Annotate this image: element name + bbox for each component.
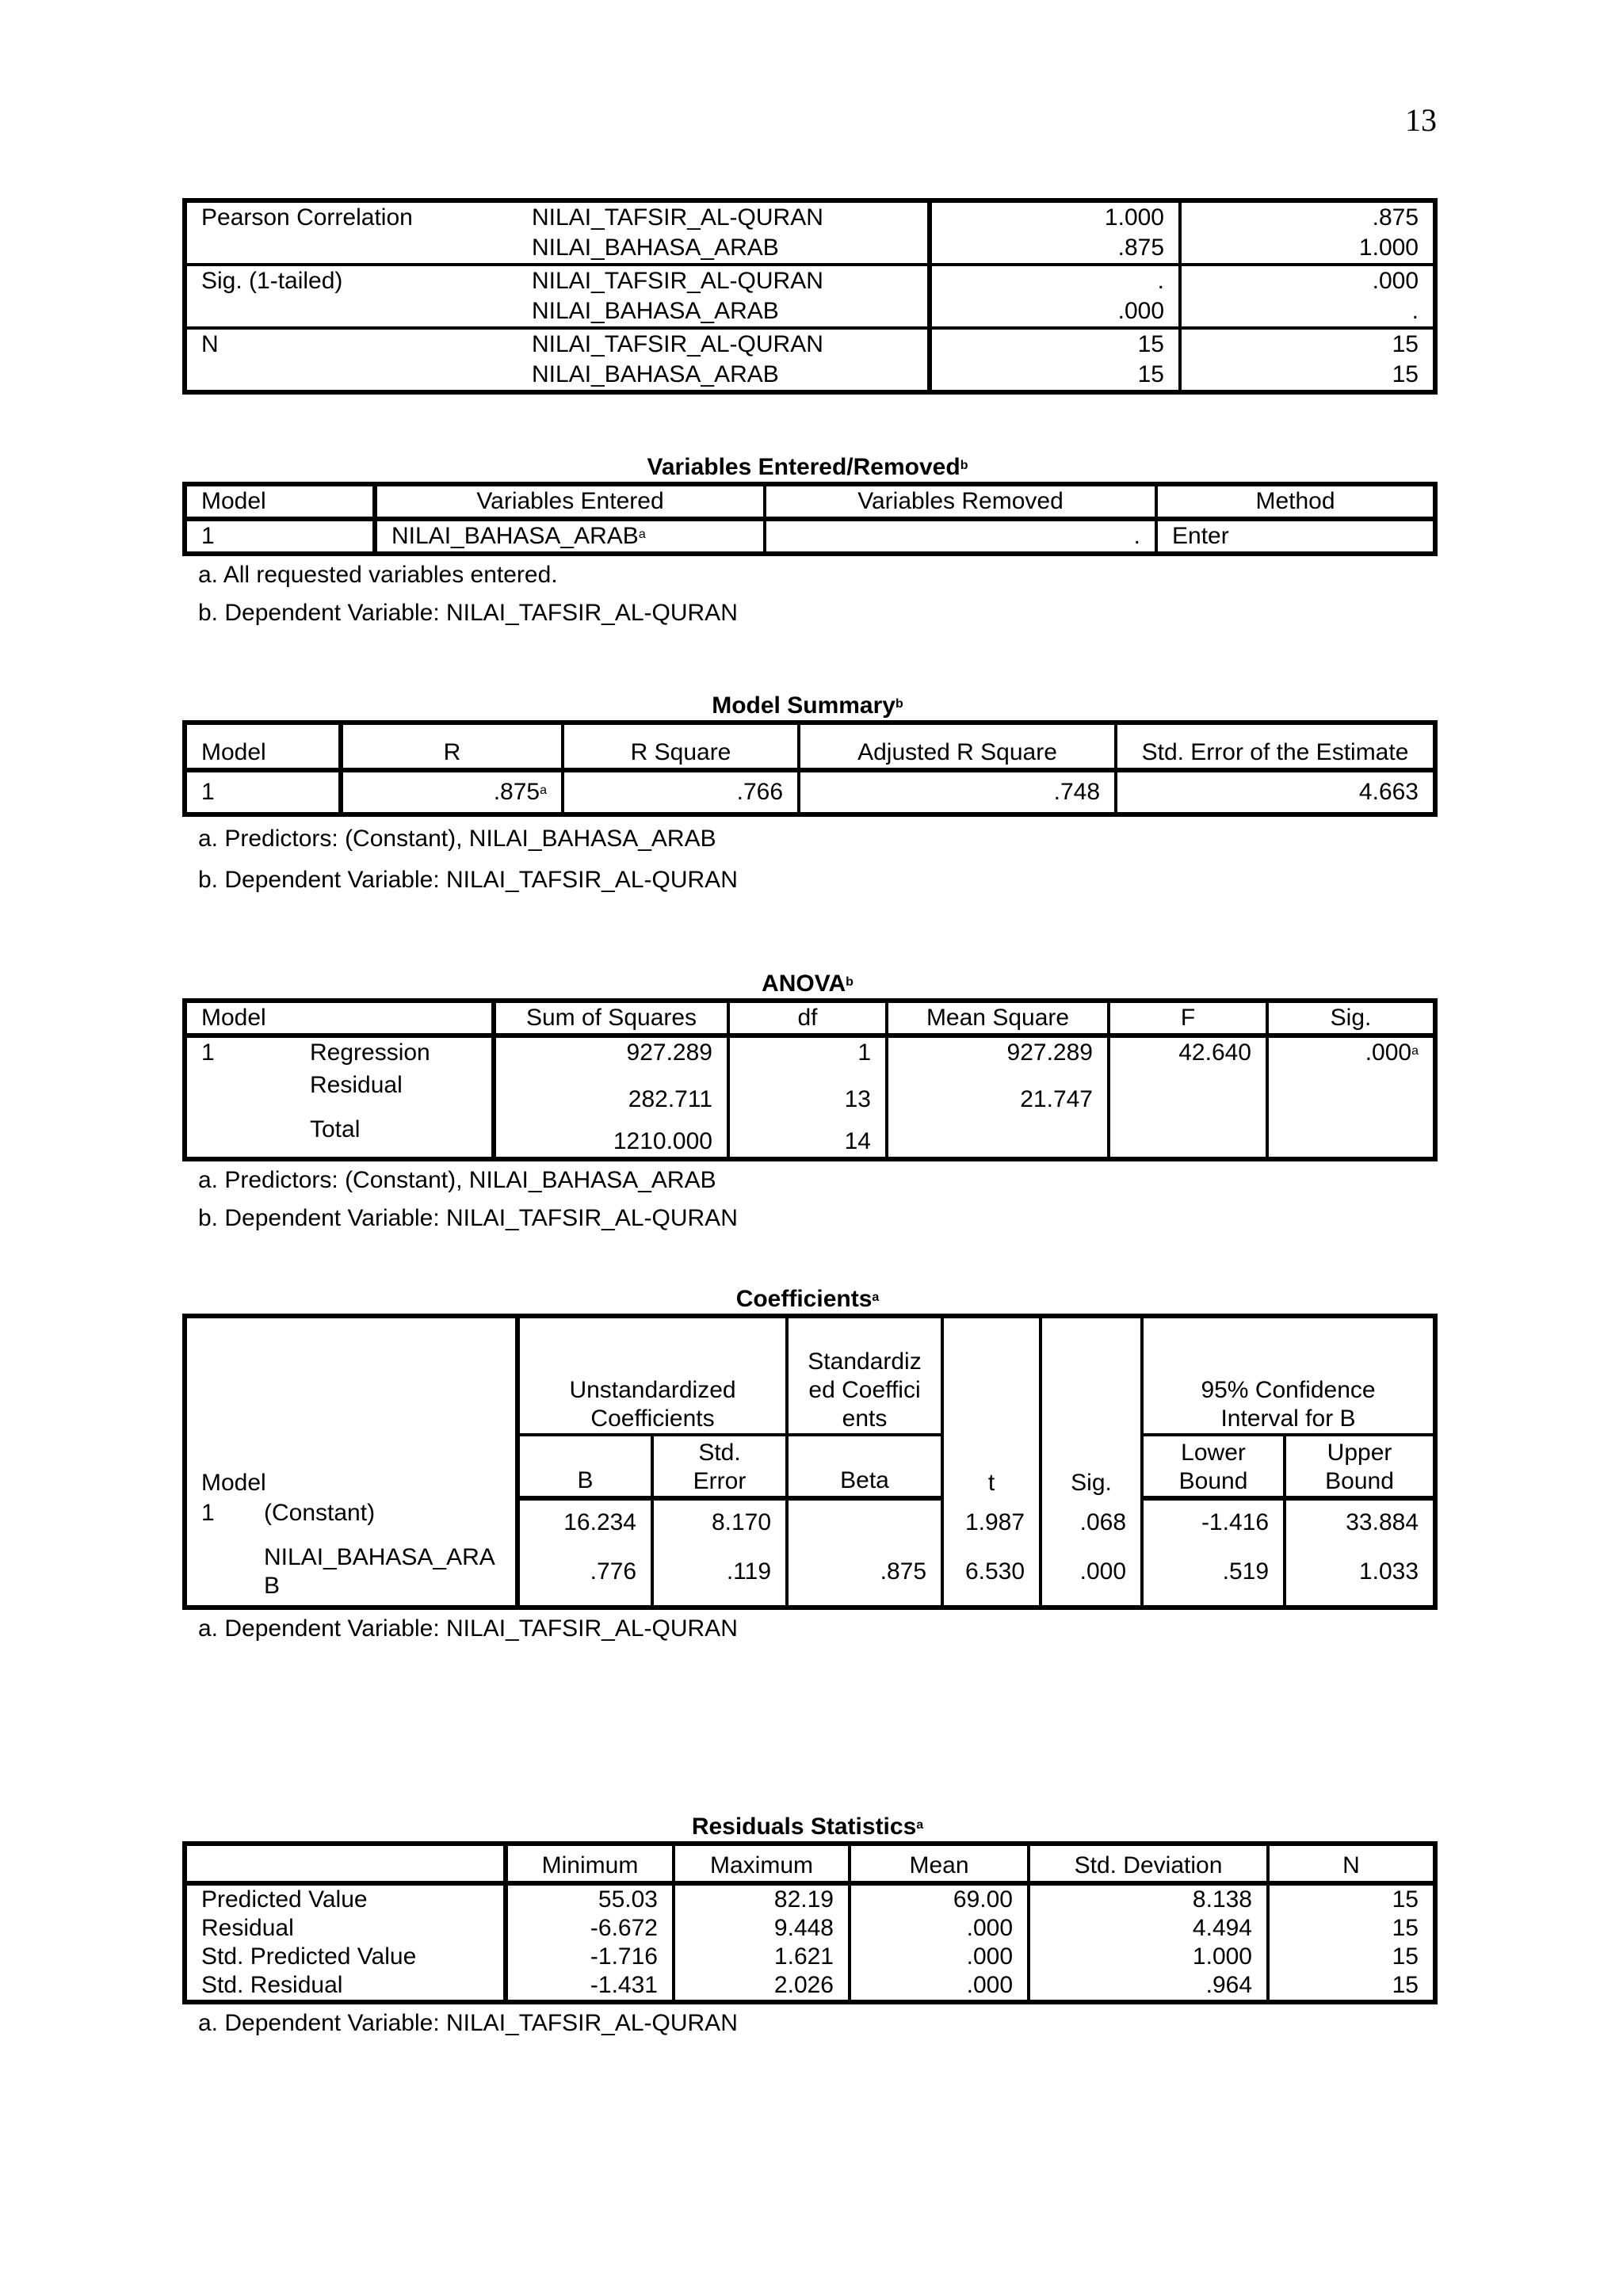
cell-sig: .000 <box>1041 1538 1142 1608</box>
table-title: ANOVA$^b$ <box>762 971 854 997</box>
cell-std-error: 4.663 <box>1116 770 1435 814</box>
cell-df: 1 <box>728 1035 887 1070</box>
table-row <box>185 1883 1435 1914</box>
table-row <box>185 519 1435 554</box>
col-header: R Square <box>563 723 799 770</box>
cell-n: 15 <box>1268 1943 1435 1971</box>
table-header-row <box>185 723 1435 770</box>
cell-sum-of-squares: 282.711 <box>494 1070 728 1115</box>
cell-beta: .875 <box>787 1538 942 1608</box>
table-title: Residuals Statistics$^a$ <box>691 1814 924 1840</box>
col-header: N <box>1268 1844 1435 1883</box>
anova-table <box>182 998 1438 1161</box>
table-row <box>185 200 1435 233</box>
cell-beta <box>787 1498 942 1538</box>
cell-model: 1 <box>201 1039 215 1066</box>
footnote-marker: b <box>846 975 854 989</box>
table-title: Variables Entered/Removed$^b$ <box>647 454 968 480</box>
correlations-section <box>182 198 1433 395</box>
col-header-model: Model <box>201 1470 266 1496</box>
cell-t: 6.530 <box>942 1538 1041 1608</box>
table-row <box>185 296 1435 328</box>
col-header <box>185 1844 506 1883</box>
cell-mean-square <box>887 1115 1109 1159</box>
row-label: Residual <box>310 1072 403 1098</box>
residuals-table <box>182 1841 1438 2004</box>
variables-entered-section <box>182 453 1433 632</box>
col-header-t: t <box>942 1316 1041 1498</box>
row-variable: NILAI_BAHASA_ARAB <box>517 233 930 265</box>
cell-t: 1.987 <box>942 1498 1041 1538</box>
col-header-upper-bound: Upper Bound <box>1285 1435 1435 1498</box>
cell-sig: .068 <box>1041 1498 1142 1538</box>
cell-f: 42.640 <box>1109 1035 1267 1070</box>
col-header: Maximum <box>674 1844 850 1883</box>
page-number: 13 <box>1405 102 1437 138</box>
footnote-marker: b <box>895 697 903 711</box>
cell-mean: .000 <box>850 1971 1029 2002</box>
row-group: N <box>201 331 219 357</box>
col-header: Mean Square <box>887 1001 1109 1035</box>
footnote: a. Dependent Variable: NILAI_TAFSIR_AL-QURAN <box>198 2010 738 2036</box>
coefficients-section <box>182 1285 1433 1648</box>
table-row <box>185 360 1435 392</box>
cell-mean: .000 <box>850 1943 1029 1971</box>
cell-value: . <box>930 265 1180 296</box>
cell-minimum: 55.03 <box>506 1883 674 1914</box>
cell-lower-bound: .519 <box>1142 1538 1285 1608</box>
table-row <box>185 328 1435 360</box>
model-summary-table <box>182 720 1438 817</box>
col-header: Mean <box>850 1844 1029 1883</box>
table-row <box>185 1538 1435 1608</box>
footnote-marker: a <box>872 1291 880 1304</box>
cell-value: . <box>1180 296 1435 328</box>
cell-sig <box>1267 1070 1435 1115</box>
col-header: Method <box>1156 484 1435 519</box>
row-variable: NILAI_BAHASA_ARAB <box>532 361 779 387</box>
footnote: b. Dependent Variable: NILAI_TAFSIR_AL-QURAN <box>198 600 738 626</box>
footnote: a. Dependent Variable: NILAI_TAFSIR_AL-QURAN <box>198 1615 738 1642</box>
col-header: R <box>341 723 563 770</box>
col-header: Variables Removed <box>765 484 1156 519</box>
col-header: Model <box>185 484 375 519</box>
cell-f <box>1109 1115 1267 1159</box>
table-title: Model Summary$^b$ <box>712 692 903 719</box>
table-title: Coefficients$^a$ <box>735 1286 880 1312</box>
table-row <box>185 1070 1435 1115</box>
cell-value: .875 <box>930 233 1180 265</box>
table-row <box>185 1971 1435 2002</box>
model-summary-section <box>182 692 1433 899</box>
col-header-standardized: Standardized Coefficients <box>787 1316 942 1435</box>
col-header: Variables Entered <box>375 484 765 519</box>
cell-std-error: .119 <box>652 1538 787 1608</box>
col-header-confidence-interval: 95% Confidence Interval for B <box>1142 1316 1435 1435</box>
footnote-marker: b <box>960 459 968 472</box>
residuals-section <box>182 1813 1433 2042</box>
table-row <box>185 233 1435 265</box>
row-label: Std. Predicted Value <box>201 1943 417 1970</box>
cell-value: .875 <box>1180 200 1435 233</box>
cell-maximum: 9.448 <box>674 1914 850 1943</box>
table-row <box>185 265 1435 296</box>
row-label: Predicted Value <box>201 1886 368 1913</box>
cell-method: Enter <box>1156 519 1435 554</box>
cell-std-deviation: 8.138 <box>1029 1883 1268 1914</box>
row-variable: NILAI_TAFSIR_AL-QURAN <box>532 331 823 357</box>
table-row <box>185 770 1435 814</box>
table-header-row <box>185 1316 1435 1435</box>
cell-upper-bound: 33.884 <box>1285 1498 1435 1538</box>
row-label: Residual <box>201 1915 294 1941</box>
col-header: Model <box>185 1001 494 1035</box>
cell-b: 16.234 <box>517 1498 652 1538</box>
cell-value: 1.000 <box>930 200 1180 233</box>
cell-sum-of-squares: 927.289 <box>494 1035 728 1070</box>
row-group <box>185 296 517 328</box>
table-row <box>185 1115 1435 1159</box>
row-group: Pearson Correlation <box>201 204 413 231</box>
cell-std-deviation: 4.494 <box>1029 1914 1268 1943</box>
cell-model: 1 <box>201 523 215 549</box>
cell-mean: 69.00 <box>850 1883 1029 1914</box>
row-variable: NILAI_BAHASA_ARAB <box>517 296 930 328</box>
cell-value: 15 <box>930 328 1180 360</box>
row-group: Sig. (1-tailed) <box>201 268 343 294</box>
cell-std-deviation: 1.000 <box>1029 1943 1268 1971</box>
cell-sum-of-squares: 1210.000 <box>494 1115 728 1159</box>
cell-value: 1.000 <box>1180 233 1435 265</box>
footnote: a. All requested variables entered. <box>198 562 558 588</box>
cell-entered: NILAI_BAHASA_ARAB$^a$ <box>375 519 765 554</box>
row-label: Total <box>310 1116 361 1142</box>
table-row <box>185 1035 1435 1070</box>
cell-minimum: -1.431 <box>506 1971 674 2002</box>
col-header-lower-bound: Lower Bound <box>1142 1435 1285 1498</box>
cell-model: 1 <box>201 1500 215 1526</box>
row-label: (Constant) <box>264 1500 376 1526</box>
footnote: b. Dependent Variable: NILAI_TAFSIR_AL-QURAN <box>198 1205 738 1231</box>
cell-sig <box>1267 1115 1435 1159</box>
cell-lower-bound: -1.416 <box>1142 1498 1285 1538</box>
cell-std-error: 8.170 <box>652 1498 787 1538</box>
col-header: Std. Deviation <box>1029 1844 1268 1883</box>
table-row <box>185 1943 1435 1971</box>
cell-adjusted-r-square: .748 <box>799 770 1116 814</box>
coefficients-table <box>182 1314 1438 1610</box>
row-variable: NILAI_TAFSIR_AL-QURAN <box>532 268 823 294</box>
row-group <box>185 360 517 392</box>
cell-value: 15 <box>930 360 1180 392</box>
cell-value: 15 <box>1180 328 1435 360</box>
cell-mean-square: 927.289 <box>887 1035 1109 1070</box>
col-header-beta: Beta <box>787 1435 942 1498</box>
cell-n: 15 <box>1268 1914 1435 1943</box>
col-header-b: B <box>517 1435 652 1498</box>
cell-n: 15 <box>1268 1883 1435 1914</box>
cell-value: .000 <box>1180 265 1435 296</box>
table-header-row <box>185 484 1435 519</box>
col-header: Sig. <box>1267 1001 1435 1035</box>
col-header: F <box>1109 1001 1267 1035</box>
cell-n: 15 <box>1268 1971 1435 2002</box>
col-header: df <box>728 1001 887 1035</box>
cell-r: .875$^a$ <box>341 770 563 814</box>
footnote: a. Predictors: (Constant), NILAI_BAHASA_ARAB <box>198 826 716 852</box>
row-group <box>185 233 517 265</box>
col-header-std-error: Std. Error <box>652 1435 787 1498</box>
row-label: Std. Residual <box>201 1972 343 1998</box>
footnote: b. Dependent Variable: NILAI_TAFSIR_AL-QURAN <box>198 867 738 893</box>
anova-section <box>182 970 1433 1238</box>
table-header-row <box>185 1001 1435 1035</box>
cell-maximum: 82.19 <box>674 1883 850 1914</box>
col-header: Adjusted R Square <box>799 723 1116 770</box>
cell-f <box>1109 1070 1267 1115</box>
col-header: Std. Error of the Estimate <box>1116 723 1435 770</box>
cell-value: .000 <box>930 296 1180 328</box>
cell-model: 1 <box>201 779 215 805</box>
cell-upper-bound: 1.033 <box>1285 1538 1435 1608</box>
cell-b: .776 <box>517 1538 652 1608</box>
footnote-marker: a <box>916 1818 924 1832</box>
cell-maximum: 1.621 <box>674 1943 850 1971</box>
row-variable: NILAI_TAFSIR_AL-QURAN <box>532 204 823 231</box>
cell-df: 14 <box>728 1115 887 1159</box>
cell-mean: .000 <box>850 1914 1029 1943</box>
cell-value: 15 <box>1180 360 1435 392</box>
cell-std-deviation: .964 <box>1029 1971 1268 2002</box>
col-header: Sum of Squares <box>494 1001 728 1035</box>
row-label: NILAI_BAHASA_ARAB <box>264 1543 495 1599</box>
variables-entered-table <box>182 482 1438 556</box>
col-header-unstandardized: Unstandardized Coefficients <box>517 1316 787 1435</box>
cell-removed: . <box>765 519 1156 554</box>
row-label: Regression <box>310 1039 430 1066</box>
table-row <box>185 1914 1435 1943</box>
col-header: Model <box>185 723 341 770</box>
col-header-sig: Sig. <box>1041 1316 1142 1498</box>
table-row <box>185 1498 1435 1538</box>
correlations-table <box>182 198 1438 395</box>
cell-sig: .000$^a$ <box>1267 1035 1435 1070</box>
col-header: Minimum <box>506 1844 674 1883</box>
cell-minimum: -6.672 <box>506 1914 674 1943</box>
footnote: a. Predictors: (Constant), NILAI_BAHASA_ARAB <box>198 1167 716 1193</box>
cell-df: 13 <box>728 1070 887 1115</box>
cell-maximum: 2.026 <box>674 1971 850 2002</box>
table-header-row <box>185 1844 1435 1883</box>
cell-minimum: -1.716 <box>506 1943 674 1971</box>
cell-mean-square: 21.747 <box>887 1070 1109 1115</box>
cell-r-square: .766 <box>563 770 799 814</box>
